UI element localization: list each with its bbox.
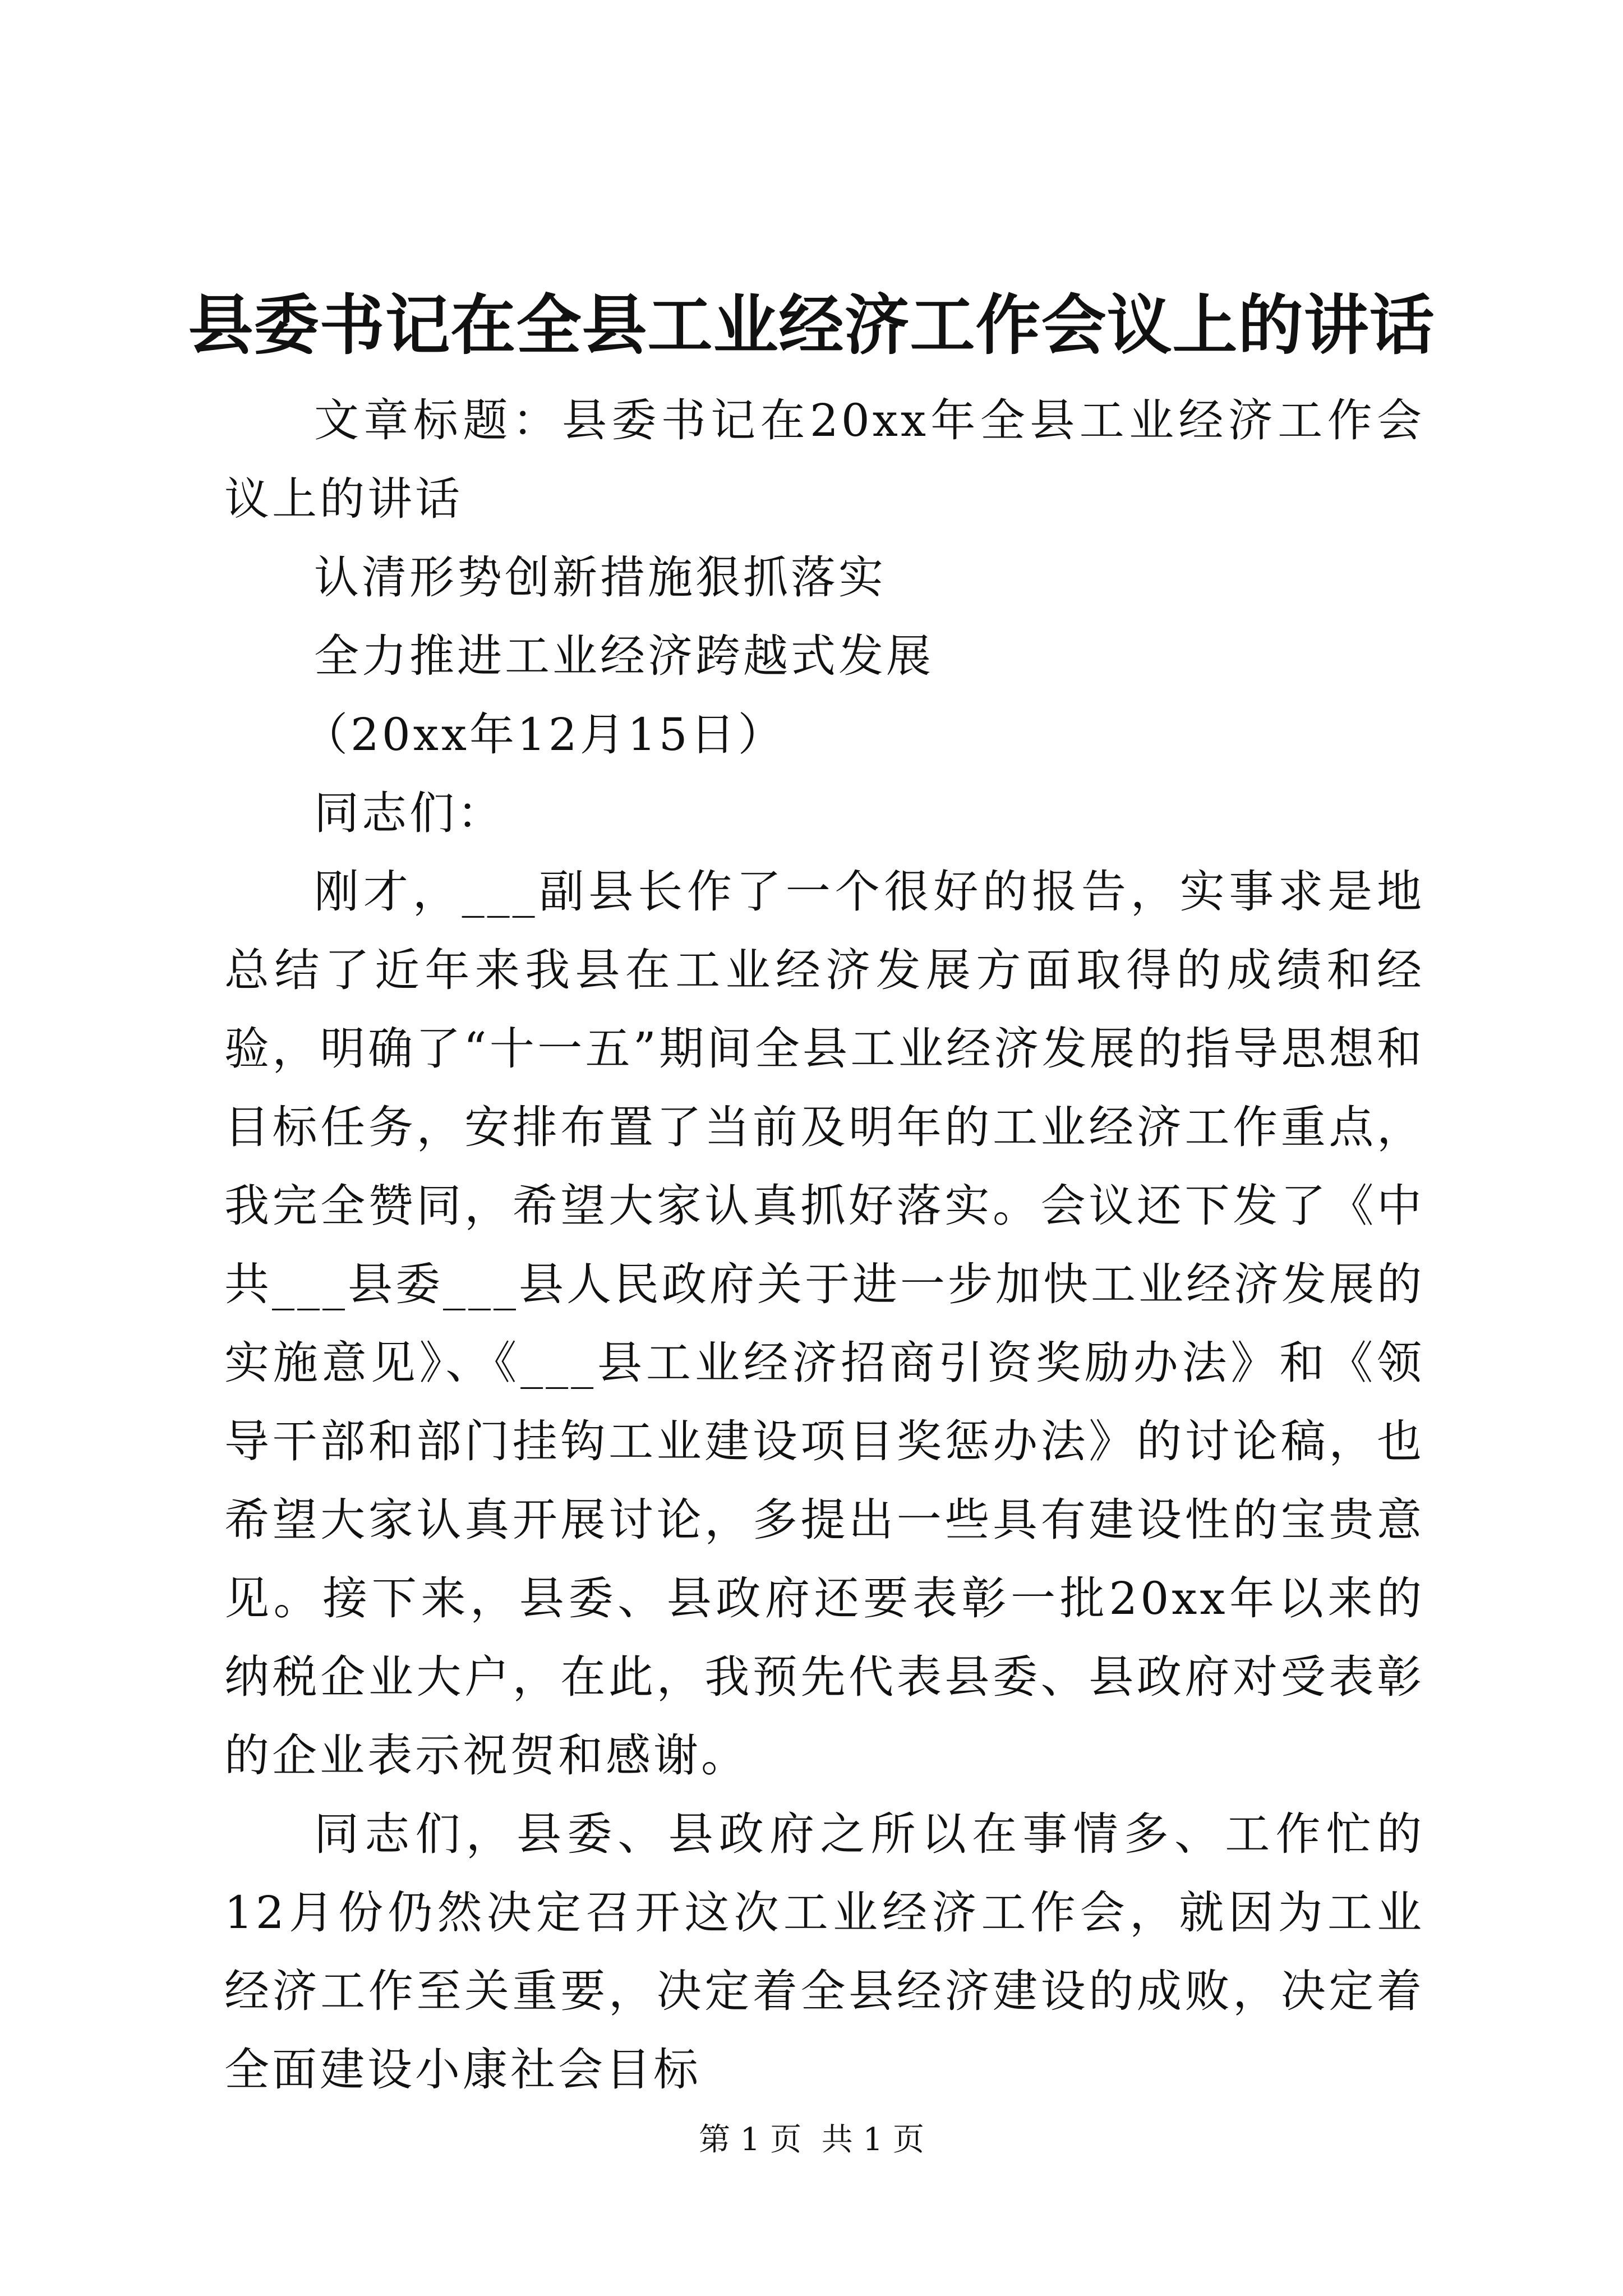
document-title: 县委书记在全县工业经济工作会议上的讲话 <box>188 287 1435 364</box>
subtitle-line-2: 全力推进工业经济跨越式发展 <box>314 630 934 682</box>
body-paragraph: 刚才，___副县长作了一个很好的报告，实事求是地总结了近年来我县在工业经济发展方面取得的成绩和经验，明确了“十一五”期间全县工业经济发展的指导思想和目标任务，安排布置了当前及明年的工业经济工作重点，我完全赞同，希望大家认真抓好落实。会议还下发了《中共___县委___县人民政府关于进一步加快工业经济发展的实施意见》、《___县工业经济招商引资奖励办法》和《领导干部和部门挂钩工业建设项目奖惩办法》的讨论稿，也希望大家认真开展讨论，多提出一些具有建设性的宝贵意见。接下来，县委、县政府还要表彰一批20xx年以来的纳税企业大户，在此，我预先代表县委、县政府对受表彰的企业表示祝贺和感谢。 <box>224 866 1424 1782</box>
body-paragraph: 同志们，县委、县政府之所以在事情多、工作忙的12月份仍然决定召开这次工业经济工作会，就因为工业经济工作至关重要，决定着全县经济建设的成败，决定着全面建设小康社会目标 <box>224 1808 1424 2096</box>
subtitle-line-1: 认清形势创新措施狠抓落实 <box>314 551 886 604</box>
article-title-paragraph: 文章标题：县委书记在20xx年全县工业经济工作会议上的讲话 <box>224 394 1424 525</box>
speech-date: （20xx年12月15日） <box>303 708 786 761</box>
salutation: 同志们： <box>314 787 505 839</box>
document-body <box>224 381 1424 2109</box>
page-footer: 第 1 页 共 1 页 <box>698 2122 925 2158</box>
